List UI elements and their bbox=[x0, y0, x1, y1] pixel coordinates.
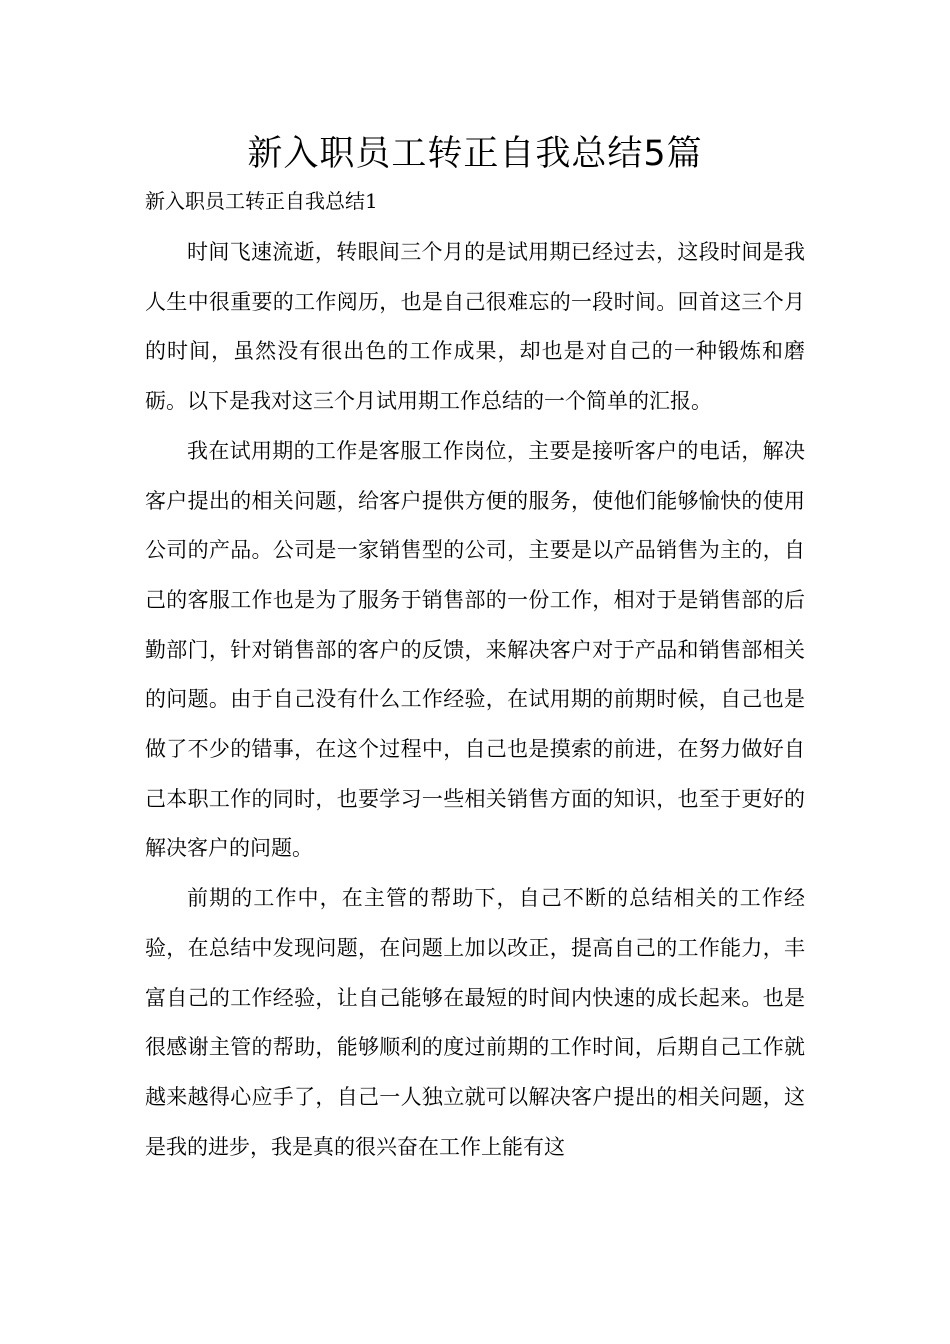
paragraph-3: 前期的工作中，在主管的帮助下，自己不断的总结相关的工作经验，在总结中发现问题，在问题上加以改正，提高自己的工作能力，丰富自己的工作经验，让自己能够在最短的时间内快速的成长起来。也是很感谢主管的帮助，能够顺利的度过前期的工作时间，后期自己工作就越来越得心应手了，自己一人独立就可以解决客户提出的相关问题，这是我的进步，我是真的很兴奋在工作上能有这 bbox=[145, 886, 805, 1159]
document-title: 新入职员工转正自我总结5篇 bbox=[247, 134, 703, 174]
paragraph-1: 时间飞速流逝，转眼间三个月的是试用期已经过去，这段时间是我人生中很重要的工作阅历，也是自己很难忘的一段时间。回首这三个月的时间，虽然没有很出色的工作成果，却也是对自己的一种锻炼和磨砺。以下是我对这三个月试用期工作总结的一个简单的汇报。 bbox=[145, 240, 805, 414]
document-body bbox=[145, 228, 805, 1172]
section-heading: 新入职员工转正自我总结1 bbox=[145, 189, 378, 213]
paragraph-2: 我在试用期的工作是客服工作岗位，主要是接听客户的电话，解决客户提出的相关问题，给客户提供方便的服务，使他们能够愉快的使用公司的产品。公司是一家销售型的公司，主要是以产品销售为主的，自己的客服工作也是为了服务于销售部的一份工作，相对于是销售部的后勤部门，针对销售部的客户的反馈，来解决客户对于产品和销售部相关的问题。由于自己没有什么工作经验，在试用期的前期时候，自己也是做了不少的错事，在这个过程中，自己也是摸索的前进，在努力做好自己本职工作的同时，也要学习一些相关销售方面的知识，也至于更好的解决客户的问题。 bbox=[145, 438, 805, 861]
